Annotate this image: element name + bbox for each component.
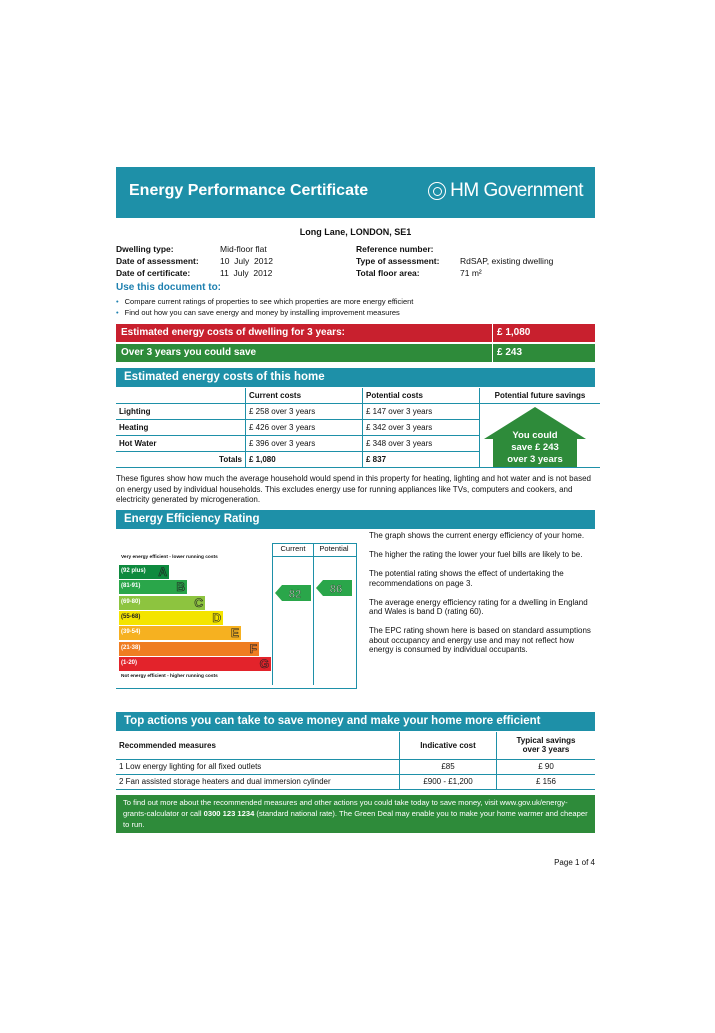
current-column [272,543,314,685]
actions-section-title: Top actions you can take to save money and make your home more efficient [124,715,541,727]
certificate-date-label: Date of certificate: [116,268,191,278]
floor-area-value: 71 m² [460,268,482,278]
band-letter: A [158,565,167,579]
assessment-date-label: Date of assessment: [116,256,199,266]
more-info-box [116,795,595,833]
certificate-title: Energy Performance Certificate [129,182,369,199]
rating-paragraph: The higher the rating the lower your fuel bills are likely to be. [369,550,583,559]
band-letter: E [230,626,239,641]
assessment-type-label: Type of assessment: [356,256,440,266]
royal-crest-icon [428,182,446,200]
cost-row-name: Hot Water [116,436,246,452]
table-row [116,759,595,774]
measures-header: Recommended measures [116,732,400,759]
band-range: (39-54) [121,629,141,636]
estimated-cost-label: Estimated energy costs of dwelling for 3 years: [121,327,345,338]
savings-value: £ 243 [492,344,522,362]
costs-explanation: These figures show how much the average household would spend in this property for heating, lighting and hot water and is not based on energy used by individual households. This excludes energy use for running appliances like TVs, computers and cookers, and electricity generated by microgeneration. [116,474,591,504]
totals-potential: £ 837 [363,452,480,468]
use-document-item: • Find out how you can save energy and money by installing improvement measures [116,307,413,318]
band-range: (92 plus) [121,568,146,574]
savings-arrow-icon [484,407,586,467]
rating-band-b [119,580,187,594]
band-letter: G [259,656,269,671]
assessment-type-value: RdSAP, existing dwelling [460,256,554,266]
totals-label: Totals [116,452,246,468]
table-row [116,774,595,789]
rating-section-header [116,510,595,529]
saving-header: Typical savings over 3 years [497,732,596,759]
potential-column-label: Potential [319,544,349,553]
potential-rating-value: 86 [329,583,343,596]
details-right [356,243,553,279]
rating-band-c [119,596,205,610]
potential-rating-arrow [316,580,352,596]
rating-band-a [119,565,169,579]
band-letter: F [249,641,257,656]
band-range: (55-68) [121,613,141,620]
hm-government-logo [428,180,583,202]
measure-cost: £85 [400,759,497,774]
measure-name: 2 Fan assisted storage heaters and dual immersion cylinder [116,774,400,789]
rating-paragraph: The average energy efficiency rating for a dwelling in England and Wales is band D (rating 60). [369,597,588,616]
helpline-number: 0300 123 1234 [203,809,255,818]
savings-label: Over 3 years you could save [121,347,257,358]
current-costs-header: Current costs [246,388,363,404]
more-info-text: To find out more about the recommended measures and other actions you could take today to save money, visit www.gov.uk/energy-grants-calculator or call [123,798,568,818]
rating-chart [116,543,357,689]
rating-paragraph: The graph shows the current energy efficiency of your home. [369,531,585,540]
cost-row-current: £ 396 over 3 years [246,436,363,452]
cost-row-name: Lighting [116,404,246,420]
rating-band-e [119,626,241,640]
rating-explanation [369,531,595,664]
use-document-item: • Compare current ratings of properties to see which properties are more energy efficient [116,296,413,307]
cost-row-potential: £ 348 over 3 years [363,436,480,452]
measure-saving: £ 156 [497,774,596,789]
band-letter: C [194,595,203,610]
cost-header: Indicative cost [400,732,497,759]
measure-saving: £ 90 [497,759,596,774]
savings-line-2: save £ 243 [511,442,559,453]
potential-costs-header: Potential costs [363,388,480,404]
property-address: Long Lane, LONDON, SE1 [299,227,412,237]
estimated-cost-value: £ 1,080 [492,324,530,342]
savings-bar [116,344,595,362]
assessment-date-value: 10 July 2012 [220,256,273,266]
rating-section-title: Energy Efficiency Rating [124,513,260,525]
measure-cost: £900 - £1,200 [400,774,497,789]
band-letter: B [176,580,185,595]
dwelling-type-value: Mid-floor flat [220,244,267,254]
current-column-label: Current [280,544,306,553]
band-range: (1-20) [121,659,138,666]
details-left [116,243,273,279]
hm-government-label: HM Government [450,180,583,201]
estimated-cost-bar [116,324,595,342]
rating-paragraph: The EPC rating shown here is based on standard assumptions about occupancy and energy use and may not reflect how energy is consumed by individual occupants. [369,626,591,654]
page-number: Page 1 of 4 [554,858,595,867]
savings-line-1: You could [512,430,558,441]
current-rating-arrow [275,585,311,601]
cost-row-potential: £ 342 over 3 years [363,420,480,436]
costs-header-blank [116,388,246,404]
totals-current: £ 1,080 [246,452,363,468]
more-info-text-end: (standard national rate). The Green Deal may enable you to make your home warmer and cheaper to run. [123,809,588,829]
costs-section-header [116,368,595,387]
cost-row-current: £ 258 over 3 years [246,404,363,420]
rating-band-d [119,611,223,625]
savings-line-3: over 3 years [507,454,563,465]
cost-row-current: £ 426 over 3 years [246,420,363,436]
cost-row-potential: £ 147 over 3 years [363,404,480,420]
costs-section-title: Estimated energy costs of this home [124,371,325,383]
certificate-header [116,167,595,218]
band-range: (81-91) [121,583,141,590]
top-efficiency-label: Very energy efficient - lower running costs [121,555,218,560]
certificate-date-value: 11 July 2012 [220,268,273,278]
rating-band-f [119,642,259,656]
band-range: (21-38) [121,644,141,651]
use-document-title: Use this document to: [116,282,222,293]
cost-row-name: Heating [116,420,246,436]
floor-area-label: Total floor area: [356,268,420,278]
dwelling-type-label: Dwelling type: [116,244,174,254]
actions-section-header [116,712,595,731]
measure-name: 1 Low energy lighting for all fixed outlets [116,759,400,774]
actions-table [116,732,595,790]
use-document-list [116,296,413,318]
reference-number-label: Reference number: [356,244,434,254]
band-range: (69-80) [121,598,141,605]
rating-band-g [119,657,271,671]
future-savings-header: Potential future savings [480,388,601,404]
bottom-efficiency-label: Not energy efficient - higher running costs [121,674,218,679]
current-rating-value: 82 [288,588,302,601]
band-letter: D [212,610,221,625]
rating-paragraph: The potential rating shows the effect of undertaking the recommendations on page 3. [369,569,564,588]
